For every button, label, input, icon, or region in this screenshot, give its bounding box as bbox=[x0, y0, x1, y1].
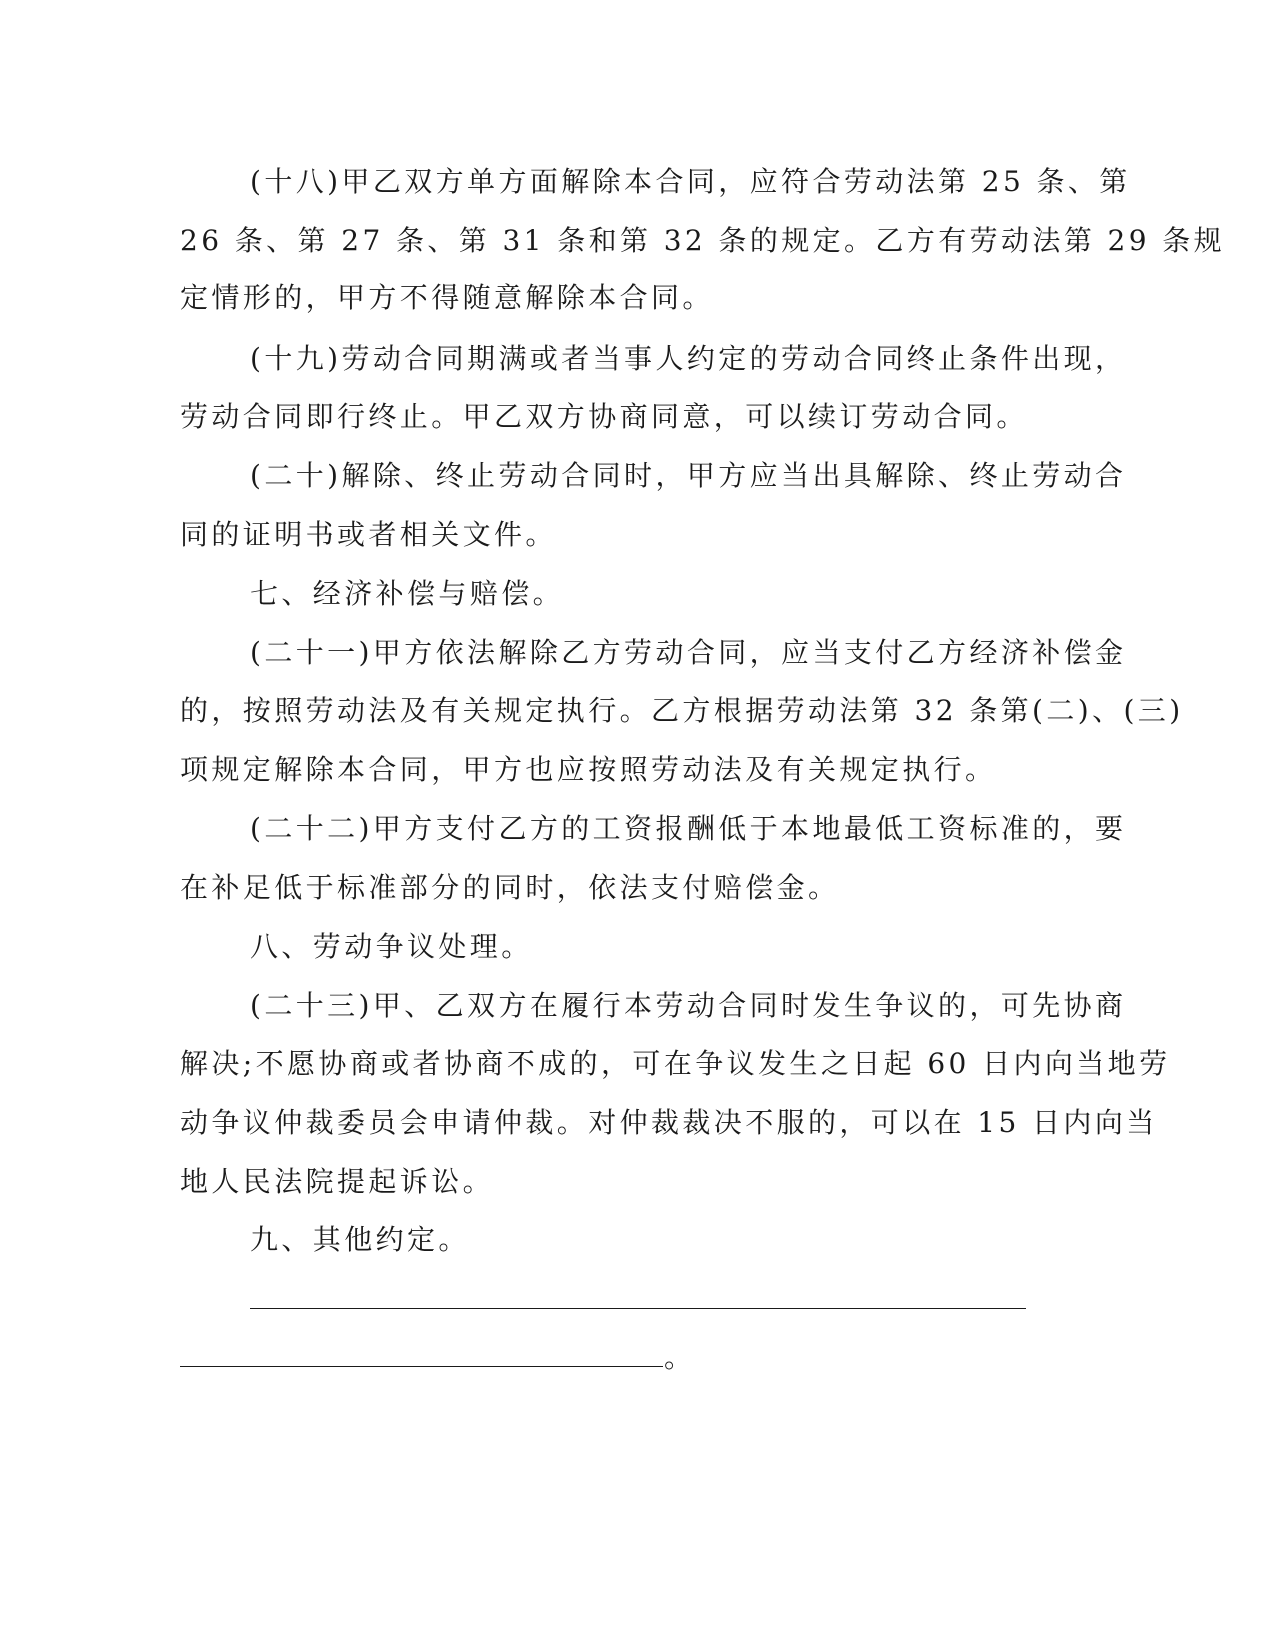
text-line: 26 条、第 27 条、第 31 条和第 32 条的规定。乙方有劳动法第 29 条规 bbox=[180, 224, 1226, 257]
text-line: 解决;不愿协商或者协商不成的，可在争议发生之日起 60 日内向当地劳 bbox=[180, 1047, 1171, 1080]
text-line: 项规定解除本合同，甲方也应按照劳动法及有关规定执行。 bbox=[180, 753, 997, 786]
text-line: (二十)解除、终止劳动合同时，甲方应当出具解除、终止劳动合 bbox=[250, 459, 1127, 492]
text-line: (二十三)甲、乙双方在履行本劳动合同时发生争议的，可先协商 bbox=[250, 989, 1127, 1022]
text-line: 地人民法院提起诉讼。 bbox=[180, 1165, 495, 1198]
section-heading: 七、经济补偿与赔偿。 bbox=[250, 577, 565, 610]
text-line: (十九)劳动合同期满或者当事人约定的劳动合同终止条件出现， bbox=[250, 342, 1127, 375]
text-line: 定情形的，甲方不得随意解除本合同。 bbox=[180, 281, 714, 314]
closing-period: 。 bbox=[664, 1341, 693, 1374]
section-heading: 八、劳动争议处理。 bbox=[250, 930, 533, 963]
text-line: 的，按照劳动法及有关规定执行。乙方根据劳动法第 32 条第(二)、(三) bbox=[180, 694, 1184, 727]
text-line: (十八)甲乙双方单方面解除本合同，应符合劳动法第 25 条、第 bbox=[250, 165, 1131, 198]
text-line: (二十一)甲方依法解除乙方劳动合同，应当支付乙方经济补偿金 bbox=[250, 636, 1127, 669]
section-heading: 九、其他约定。 bbox=[250, 1223, 470, 1256]
text-line: 动争议仲裁委员会申请仲裁。对仲裁裁决不服的，可以在 15 日内向当 bbox=[180, 1106, 1158, 1139]
blank-fill-line bbox=[180, 1366, 663, 1367]
text-line: 劳动合同即行终止。甲乙双方协商同意，可以续订劳动合同。 bbox=[180, 400, 1028, 433]
text-line: 同的证明书或者相关文件。 bbox=[180, 518, 557, 551]
text-line: 在补足低于标准部分的同时，依法支付赔偿金。 bbox=[180, 871, 840, 904]
text-line: (二十二)甲方支付乙方的工资报酬低于本地最低工资标准的，要 bbox=[250, 812, 1127, 845]
blank-fill-line bbox=[250, 1308, 1026, 1309]
